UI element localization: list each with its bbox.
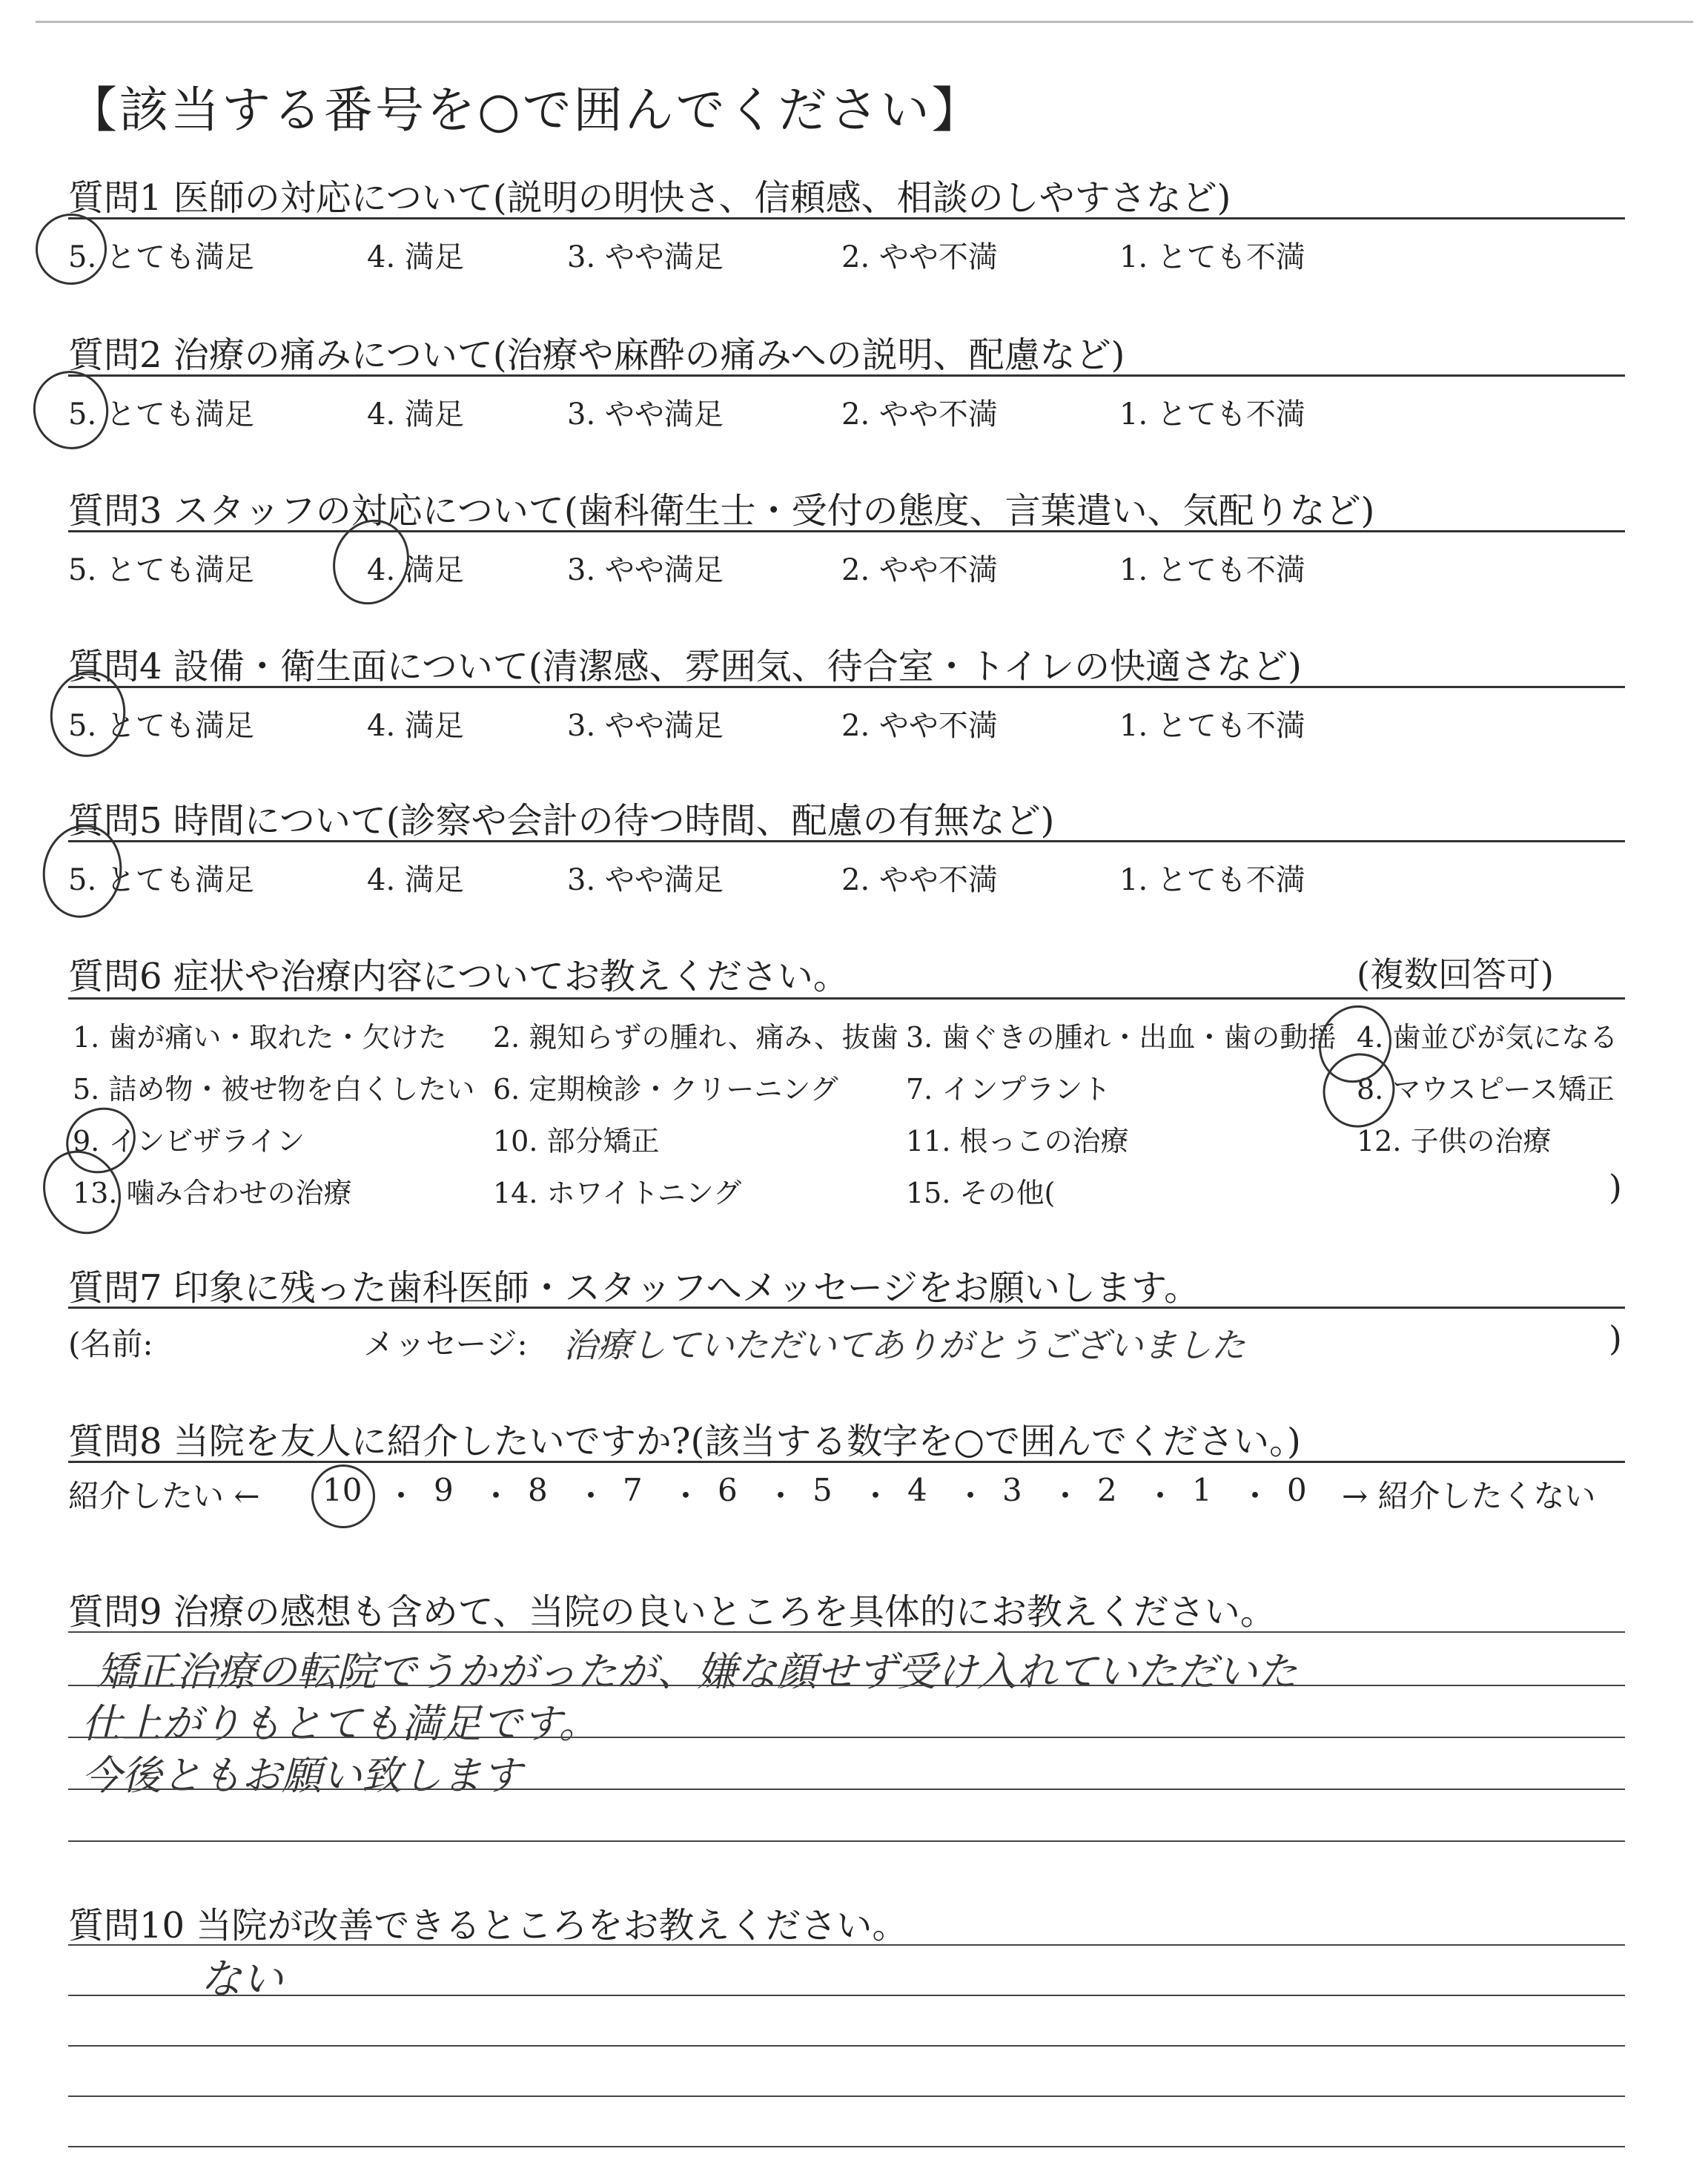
option-3[interactable]: 3. やや満足 [567,709,724,743]
answer-line [68,1631,1625,1633]
scale-10[interactable]: 10 [322,1472,363,1508]
top-border [36,21,1693,23]
option-1[interactable]: 1. とても不満 [1119,240,1305,274]
scale-dot: ・ [765,1478,797,1514]
symptom-option-7[interactable]: 7. インプラント [906,1073,1111,1106]
option-5[interactable]: 5. とても満足 [68,240,254,274]
question-title: 質問2 治療の痛みについて(治療や麻酔の痛みへの説明、配慮など) [68,334,1125,376]
symptom-option-9[interactable]: 9. インビザライン [73,1125,305,1157]
symptom-option-11[interactable]: 11. 根っこの治療 [906,1125,1129,1157]
option-1[interactable]: 1. とても不満 [1119,709,1305,743]
option-3[interactable]: 3. やや満足 [567,397,724,432]
scale-dot: ・ [955,1478,987,1514]
option-4[interactable]: 4. 満足 [367,553,464,587]
symptom-option-15[interactable]: 15. その他( [906,1177,1056,1209]
option-4[interactable]: 4. 満足 [367,240,464,274]
option-4[interactable]: 4. 満足 [367,863,464,897]
option-2[interactable]: 2. やや不満 [841,709,998,743]
option-3[interactable]: 3. やや満足 [567,553,724,587]
question-title: 質問9 治療の感想も含めて、当院の良いところを具体的にお教えください。 [68,1591,1276,1633]
symptom-option-1[interactable]: 1. 歯が痛い・取れた・欠けた [73,1021,447,1054]
symptom-option-3[interactable]: 3. 歯ぐきの腫れ・出血・歯の動揺 [906,1021,1337,1054]
question-title: 質問8 当院を友人に紹介したいですか?(該当する数字を○で囲んでください。) [68,1421,1301,1462]
recommend-left-label: 紹介したい ← [68,1478,260,1514]
question-rule [68,840,1625,842]
scale-8[interactable]: 8 [528,1472,548,1508]
scale-9[interactable]: 9 [434,1472,454,1508]
scale-4[interactable]: 4 [907,1472,927,1508]
scale-dot: ・ [480,1478,512,1514]
question-rule [68,374,1625,377]
answer-line [68,1944,1625,1946]
name-label: (名前: [68,1326,153,1362]
answer-circle-mark [311,1464,375,1528]
option-2[interactable]: 2. やや不満 [841,240,998,274]
option-5[interactable]: 5. とても満足 [68,863,254,897]
answer-line [68,2095,1625,2097]
scale-1[interactable]: 1 [1192,1472,1212,1508]
option-2[interactable]: 2. やや不満 [841,397,998,432]
scale-5[interactable]: 5 [812,1472,833,1508]
question-rule [68,530,1625,532]
question-title: 質問1 医師の対応について(説明の明快さ、信頼感、相談のしやすさなど) [68,177,1231,219]
symptom-option-5[interactable]: 5. 詰め物・被せ物を白くしたい [73,1073,475,1106]
answer-line [68,1789,1625,1790]
option-4[interactable]: 4. 満足 [367,397,464,432]
question-title: 質問5 時間について(診察や会計の待つ時間、配慮の有無など) [68,800,1055,842]
scale-dot: ・ [385,1478,417,1514]
handwritten-message: 治療していただいてありがとうございました [563,1325,1245,1365]
option-5[interactable]: 5. とても満足 [68,709,254,743]
answer-line [68,1840,1625,1842]
question-rule [68,686,1625,688]
scale-dot: ・ [670,1478,702,1514]
symptom-option-4[interactable]: 4. 歯並びが気になる [1357,1021,1618,1054]
answer-line [68,2045,1625,2047]
message-close-paren: ) [1609,1318,1622,1358]
scale-0[interactable]: 0 [1287,1472,1307,1508]
option-4[interactable]: 4. 満足 [367,709,464,743]
answer-line [68,1995,1625,1996]
question-title: 質問10 当院が改善できるところをお教えください。 [68,1905,908,1946]
option-2[interactable]: 2. やや不満 [841,553,998,587]
option-2[interactable]: 2. やや不満 [841,863,998,897]
message-label: メッセージ: [363,1326,528,1362]
symptom-option-10[interactable]: 10. 部分矯正 [493,1125,660,1157]
form-heading: 【該当する番号を○で囲んでください】 [68,82,983,139]
recommend-right-label: → 紹介したくない [1342,1478,1596,1514]
question-title: 質問3 スタッフの対応について(歯科衛生士・受付の態度、言葉遣い、気配りなど) [68,490,1375,532]
question-rule [68,1461,1625,1463]
scale-dot: ・ [575,1478,607,1514]
answer-line [68,1737,1625,1738]
handwritten-answer: ない [200,1955,283,2004]
symptom-option-14[interactable]: 14. ホワイトニング [493,1177,742,1209]
scale-2[interactable]: 2 [1097,1472,1117,1508]
other-close-paren: ) [1609,1167,1622,1207]
question-title: 質問4 設備・衛生面について(清潔感、雰囲気、待合室・トイレの快適さなど) [68,646,1302,687]
option-5[interactable]: 5. とても満足 [68,397,254,432]
handwritten-answer-line-3: 今後ともお願い致します [82,1752,522,1799]
handwritten-answer-line-1: 矯正治療の転院でうかがったが、嫌な顔せず受け入れていただいた [96,1648,1297,1695]
scale-dot: ・ [860,1478,892,1514]
scale-6[interactable]: 6 [718,1472,738,1508]
scale-dot: ・ [1145,1478,1176,1514]
question-rule [68,217,1625,219]
symptom-option-8[interactable]: 8. マウスピース矯正 [1357,1073,1615,1106]
question-title: 質問7 印象に残った歯科医師・スタッフへメッセージをお願いします。 [68,1267,1200,1309]
option-3[interactable]: 3. やや満足 [567,240,724,274]
option-1[interactable]: 1. とても不満 [1119,397,1305,432]
scale-dot: ・ [1050,1478,1082,1514]
question-title: 質問6 症状や治療内容についてお教えください。 [68,956,849,997]
handwritten-answer-line-2: 仕上がりもとても満足です。 [82,1700,599,1747]
scale-3[interactable]: 3 [1002,1472,1022,1508]
option-5[interactable]: 5. とても満足 [68,553,254,587]
question-rule [68,1307,1625,1309]
scale-dot: ・ [1239,1478,1271,1514]
symptom-option-13[interactable]: 13. 噛み合わせの治療 [73,1177,352,1209]
answer-line [68,1685,1625,1686]
option-1[interactable]: 1. とても不満 [1119,863,1305,897]
symptom-option-6[interactable]: 6. 定期検診・クリーニング [493,1073,838,1106]
symptom-option-12[interactable]: 12. 子供の治療 [1357,1125,1552,1157]
question-rule [68,997,1625,1000]
option-3[interactable]: 3. やや満足 [567,863,724,897]
multiple-answer-note: (複数回答可) [1357,954,1554,994]
option-1[interactable]: 1. とても不満 [1119,553,1305,587]
answer-line [68,2146,1625,2147]
scale-7[interactable]: 7 [623,1472,643,1508]
symptom-option-2[interactable]: 2. 親知らずの腫れ、痛み、抜歯 [493,1021,898,1054]
